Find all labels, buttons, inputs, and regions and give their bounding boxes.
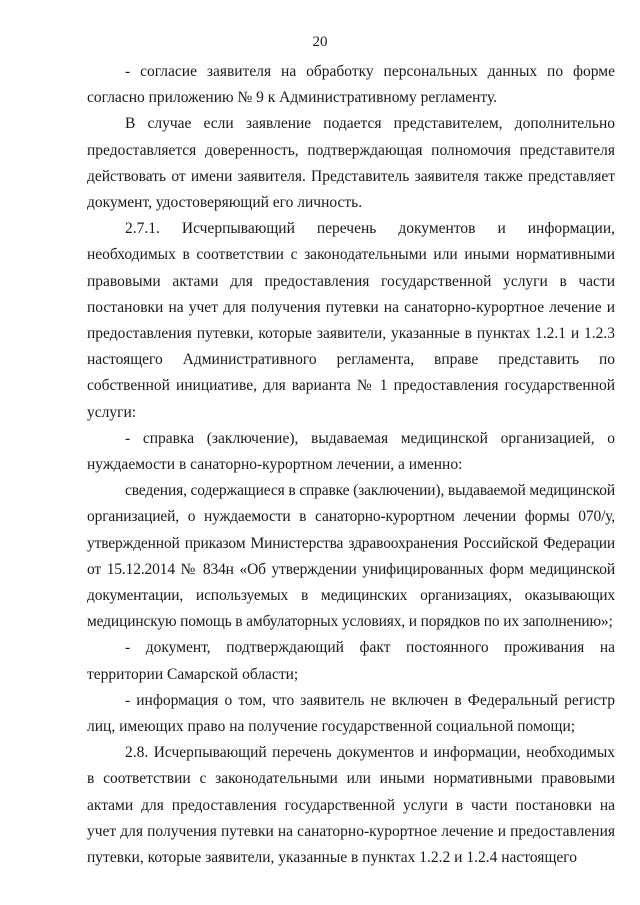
paragraph-residence-document: - документ, подтверждающий факт постоянного проживания на территории Самарской области; <box>87 639 615 683</box>
page-number: 20 <box>312 34 328 50</box>
document-body <box>87 59 615 871</box>
paragraph-representative: В случае если заявление подается представителем, дополнительно предоставляется доверенность, подтверждающая полномочия представителя действовать от имени заявителя. Представитель заявителя также представляет документ, удостоверяющий его личность. <box>87 115 615 212</box>
paragraph-medical-certificate: - справка (заключение), выдаваемая медицинской организацией, о нуждаемости в санаторно-курортном лечении, а именно: <box>87 429 615 474</box>
paragraph-certificate-details: сведения, содержащиеся в справке (заключении), выдаваемой медицинской организацией, о нуждаемости в санаторно-курортном лечении формы 070/у, утвержденной приказом Министерства здравоохранения Российской Федерации от 15.12.2014 № 834н «Об утверждении унифицированных форм медицинской документации, используемых в медицинских организациях, оказывающих медицинскую помощь в амбулаторных условиях, и порядков по их заполнению»; <box>87 482 615 631</box>
paragraph-consent: - согласие заявителя на обработку персональных данных по форме согласно приложению № 9 к Административному регламенту. <box>87 63 615 107</box>
paragraph-2-8: 2.8. Исчерпывающий перечень документов и информации, необходимых в соответствии с законодательными или иными нормативными правовыми актами для предоставления государственной услуги в части постановки на учет для получения путевки на санаторно-курортное лечение и предоставления путевки, которые заявители, указанные в пунктах 1.2.2 и 1.2.4 настоящего <box>87 744 615 867</box>
paragraph-federal-register: - информация о том, что заявитель не включен в Федеральный регистр лиц, имеющих право на получение государственной социальной помощи; <box>87 691 615 736</box>
paragraph-2-7-1: 2.7.1. Исчерпывающий перечень документов и информации, необходимых в соответствии с законодательными или иными нормативными правовыми актами для предоставления государственной услуги в части постановки на учет для получения путевки на санаторно-курортное лечение и предоставления путевки, которые заявители, указанные в пунктах 1.2.1 и 1.2.3 настоящего Административного регламента, вправе представить по собственной инициативе, для варианта № 1 предоставления государственной услуги: <box>87 220 615 421</box>
